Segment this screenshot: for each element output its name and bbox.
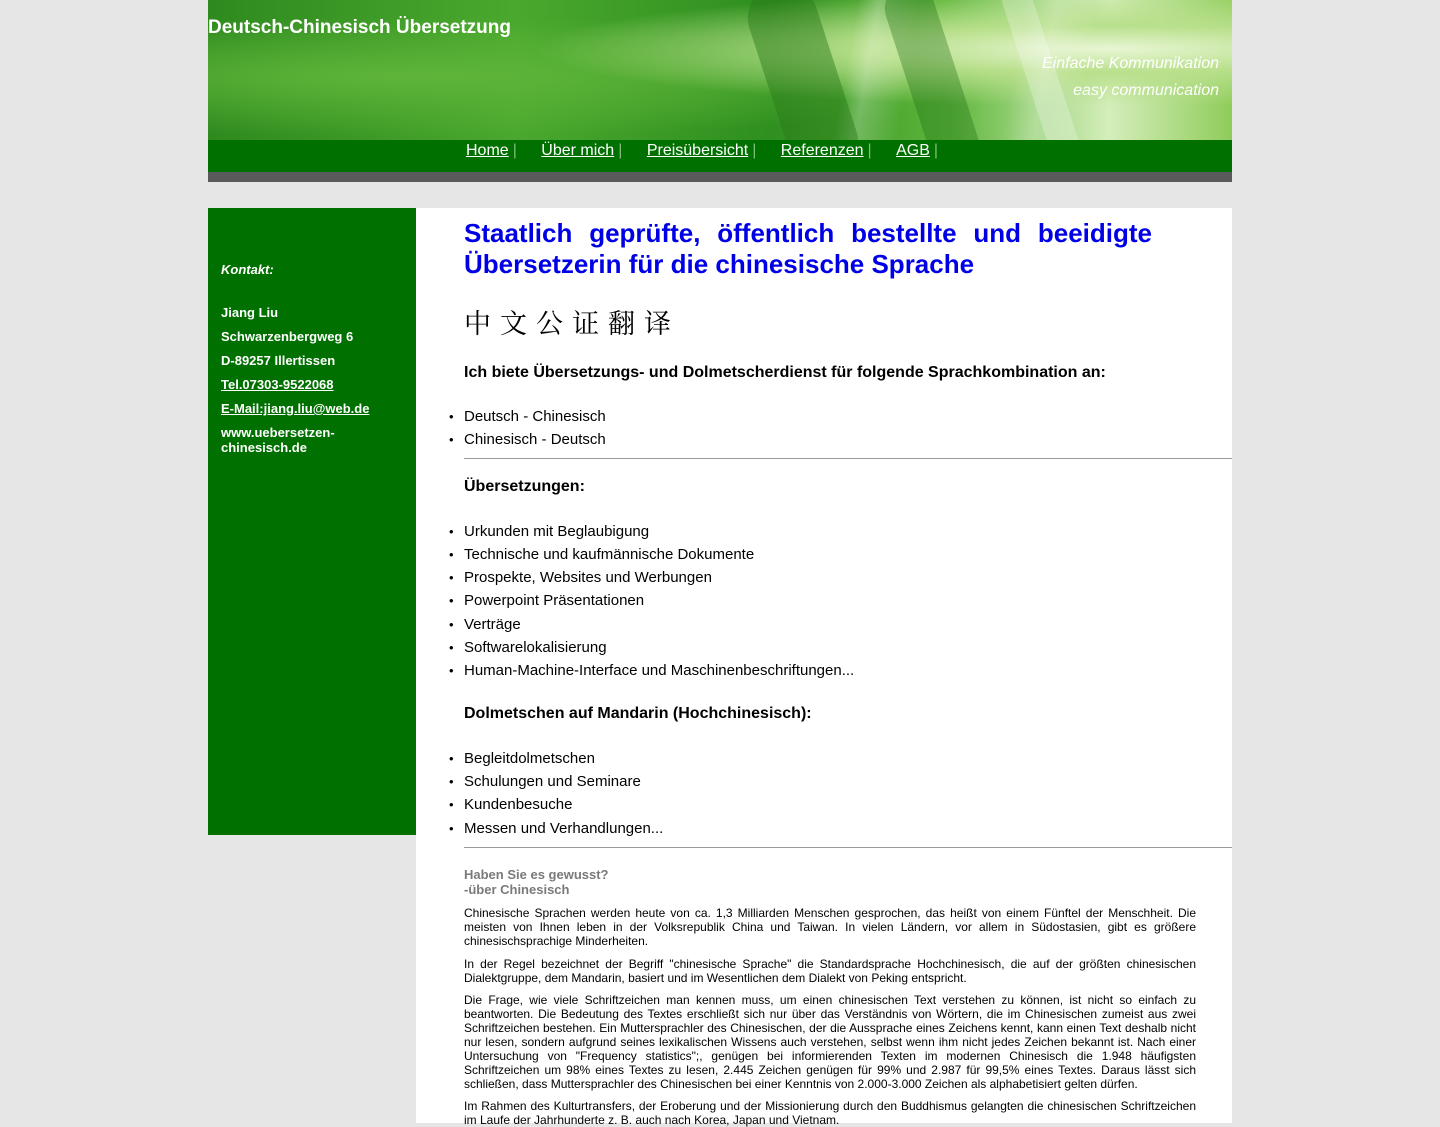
list-item: • Deutsch - Chinesisch bbox=[464, 405, 1232, 428]
divider bbox=[464, 458, 1232, 459]
contact-street: Schwarzenbergweg 6 bbox=[221, 329, 354, 344]
info-paragraph: Die Frage, wie viele Schriftzeichen man kennen muss, um einen chinesischen Text verstehen zu können, ist nicht so einfach zu beantworten. Die Bedeutung des Textes erschließt sich nur über das Verständnis von Wörtern, die im Chinesischen zumeist aus zwei Schriftzeichen bestehen. Ein Muttersprachler des Chinesischen, der die Aussprache eines Zeichens kennt, kann einen Text deshalb nicht nur lesen, sondern aufgrund seines lexikalischen Wissens auch verstehen, selbst wenn ihm nicht jedes Zeichen bekannt ist. Nach einer Untersuchung von "Frequency statistics";, genügen bei informierenden Texten im modernen Chinesisch die 1.948 häufigsten Schriftzeichen um 98% eines Textes zu lesen, 2.445 Zeichen genügen für 99% und 2.987 für 99,5% eines Textes. Daraus lässt sich schließen, dass Muttersprachler des Chinesischen bei einer Kenntnis von 2.000-3.000 Zeichen als alphabetisiert gelten dürfen. bbox=[464, 992, 1196, 1091]
intro-heading: Ich biete Übersetzungs- und Dolmetscherdienst für folgende Sprachkombination an: bbox=[464, 364, 1106, 381]
list-item: • Chinesisch - Deutsch bbox=[464, 428, 1232, 451]
list-item: • Prospekte, Websites und Werbungen bbox=[464, 566, 1232, 589]
nav-item-preisuebersicht bbox=[647, 142, 777, 160]
page bbox=[208, 0, 1232, 1127]
divider bbox=[464, 847, 1232, 848]
nav-list bbox=[466, 142, 958, 160]
interpreting-list bbox=[464, 747, 1232, 840]
did-you-know-heading bbox=[464, 867, 1232, 897]
contact-block bbox=[221, 262, 411, 464]
main-content bbox=[416, 208, 1232, 1127]
translations-list bbox=[464, 520, 1232, 683]
did-you-know-title: Haben Sie es gewusst? bbox=[464, 866, 609, 882]
interpreting-heading: Dolmetschen auf Mandarin (Hochchinesisch): bbox=[464, 704, 812, 722]
grass-blade-decoration bbox=[878, 0, 987, 140]
list-item: • Kundenbesuche bbox=[464, 793, 1232, 816]
list-item: • Schulungen und Seminare bbox=[464, 770, 1232, 793]
list-item: • Urkunden mit Beglaubigung bbox=[464, 520, 1232, 543]
list-item: • Verträge bbox=[464, 613, 1232, 636]
info-paragraph: Chinesische Sprachen werden heute von ca. 1,3 Milliarden Menschen gesprochen, das heißt von einem Fünftel der Menschheit. Die meisten von Ihnen leben in der Volksrepublik China und Taiwan. In vielen Ländern, vor allem in Südostasien, gibt es größere chinesischsprachige Minderheiten. bbox=[464, 905, 1196, 948]
site-title: Deutsch-Chinesisch Übersetzung bbox=[208, 17, 511, 38]
contact-sidebar bbox=[208, 208, 416, 835]
language-pair-list bbox=[464, 405, 1232, 452]
nav-item-home bbox=[466, 142, 537, 160]
nav-separator: | bbox=[752, 142, 757, 159]
contact-city: D-89257 Illertissen bbox=[221, 353, 336, 368]
list-item: • Begleitdolmetschen bbox=[464, 747, 1232, 770]
translations-heading: Übersetzungen: bbox=[464, 477, 585, 495]
nav-separator: | bbox=[867, 142, 872, 159]
contact-phone-link[interactable]: Tel.07303-9522068 bbox=[221, 377, 334, 392]
content-inner bbox=[464, 218, 1232, 1127]
nav-link-preisuebersicht[interactable]: Preisübersicht bbox=[646, 142, 749, 159]
tagline bbox=[1042, 50, 1219, 104]
info-paragraph: Im Rahmen des Kulturtransfers, der Eroberung und der Missionierung durch den Buddhismus gelangten die chinesischen Schriftzeichen im Laufe der Jahrhunderte z. B. auch nach Korea, Japan und Vietnam. bbox=[464, 1098, 1196, 1127]
nav-item-agb bbox=[896, 142, 958, 160]
list-item: • Technische und kaufmännische Dokumente bbox=[464, 543, 1232, 566]
header-banner bbox=[208, 0, 1232, 140]
contact-name: Jiang Liu bbox=[221, 305, 279, 320]
main-nav bbox=[208, 140, 1232, 172]
nav-link-referenzen[interactable]: Referenzen bbox=[780, 142, 864, 159]
nav-separator: | bbox=[512, 142, 517, 159]
tagline-line-en: easy communication bbox=[1073, 82, 1219, 99]
contact-website: www.uebersetzen-chinesisch.de bbox=[221, 425, 335, 455]
nav-link-ueber-mich[interactable]: Über mich bbox=[541, 142, 615, 159]
list-item: • Softwarelokalisierung bbox=[464, 636, 1232, 659]
info-paragraph: In der Regel bezeichnet der Begriff "chinesische Sprache" die Standardsprache Hochchinesisch, die auf der größten chinesischen Dialektgruppe, dem Mandarin, basiert und im Wesentlichen dem Dialekt von Peking entspricht. bbox=[464, 956, 1196, 985]
nav-link-home[interactable]: Home bbox=[466, 142, 509, 159]
page-headline: Staatlich geprüfte, öffentlich bestellte und beeidigte Übersetzerin für die chinesische Sprache bbox=[464, 218, 1152, 279]
grass-blade-decoration bbox=[739, 0, 867, 140]
nav-link-agb[interactable]: AGB bbox=[896, 142, 930, 159]
tagline-line-de: Einfache Kommunikation bbox=[1042, 55, 1219, 72]
list-item: • Human-Machine-Interface und Maschinenbeschriftungen... bbox=[464, 659, 1232, 682]
nav-item-referenzen bbox=[781, 142, 892, 160]
did-you-know-subtitle: -über Chinesisch bbox=[464, 881, 570, 897]
list-item: • Messen und Verhandlungen... bbox=[464, 817, 1232, 840]
list-item: • Powerpoint Präsentationen bbox=[464, 589, 1232, 612]
contact-heading: Kontakt: bbox=[221, 262, 274, 277]
nav-underbar bbox=[208, 172, 1232, 182]
nav-separator: | bbox=[618, 142, 623, 159]
nav-separator: | bbox=[933, 142, 939, 159]
chinese-title: 中文公证翻译 bbox=[464, 309, 680, 340]
contact-email-link[interactable]: E-Mail:jiang.liu@web.de bbox=[221, 401, 370, 416]
nav-item-ueber-mich bbox=[541, 142, 642, 160]
